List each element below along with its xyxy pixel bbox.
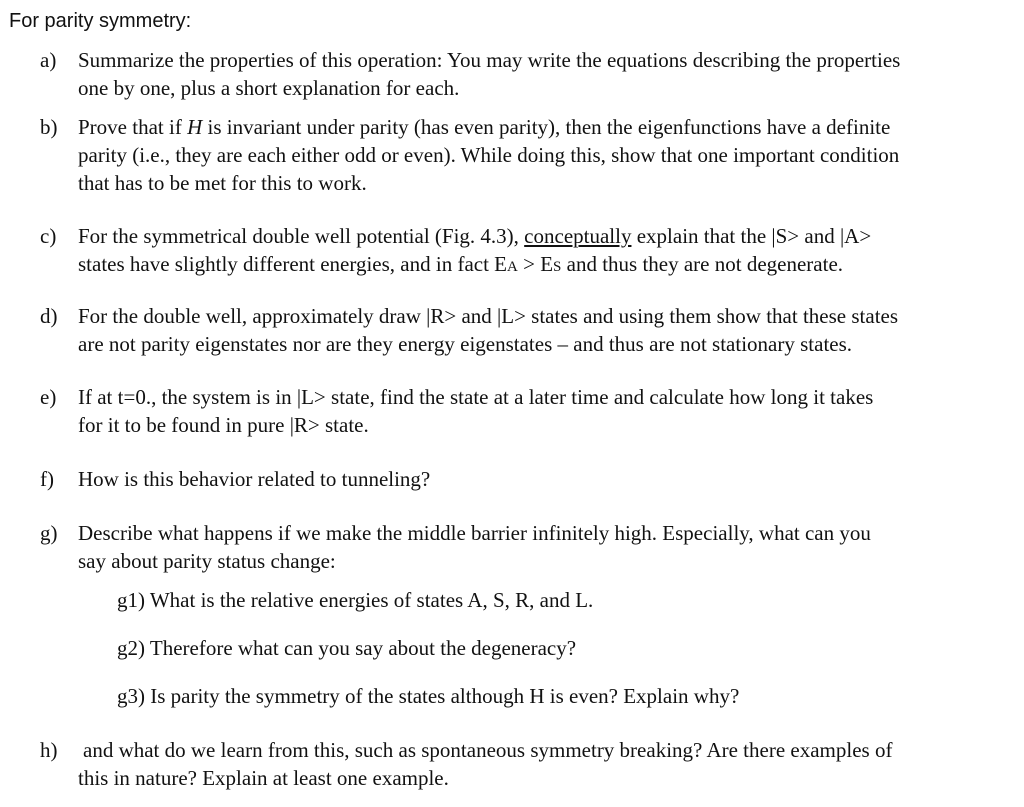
text-line: are not parity eigenstates nor are they energy eigenstates – and thus are not stationary states. (78, 332, 853, 356)
question-text (78, 383, 1015, 439)
question-text (78, 465, 1015, 493)
question-label: b) (40, 115, 58, 139)
question-text (78, 302, 1015, 358)
text-fragment: > E (517, 252, 554, 276)
text-line: Summarize the properties of this operation: You may write the equations describing the properties (78, 48, 901, 72)
text-line: one by one, plus a short explanation for each. (78, 76, 460, 100)
question-label: h) (40, 738, 58, 762)
question-text (78, 519, 1015, 575)
sub-question-g1: g1) What is the relative energies of states A, S, R, and L. (117, 588, 594, 612)
question-text (78, 46, 1015, 102)
text-fragment: explain that the |S> and |A> (631, 224, 872, 248)
text-line (78, 250, 1015, 281)
text-line: for it to be found in pure |R> state. (78, 413, 369, 437)
text-line (78, 222, 1015, 250)
text-line (78, 113, 1015, 141)
question-text (78, 113, 1015, 197)
subscript-s: S (553, 259, 562, 275)
sub-question-g3: g3) Is parity the symmetry of the states although H is even? Explain why? (117, 684, 740, 708)
text-line: For the double well, approximately draw |R> and |L> states and using them show that these states (78, 304, 899, 328)
text-line: Describe what happens if we make the middle barrier infinitely high. Especially, what can you (78, 521, 871, 545)
text-line: If at t=0., the system is in |L> state, find the state at a later time and calculate how long it takes (78, 385, 874, 409)
page-title: For parity symmetry: (9, 10, 192, 32)
text-line: that has to be met for this to work. (78, 171, 367, 195)
question-label: d) (40, 304, 58, 328)
text-line: How is this behavior related to tunneling? (78, 467, 431, 491)
text-fragment: Prove that if (78, 115, 188, 139)
question-text (78, 222, 1015, 281)
text-line: this in nature? Explain at least one example. (78, 766, 449, 790)
question-label: g) (40, 521, 58, 545)
text-line: parity (i.e., they are each either odd or even). While doing this, show that one important condition (78, 143, 900, 167)
subscript-a: A (507, 259, 518, 275)
question-text (78, 736, 1015, 792)
hamiltonian-symbol: H (187, 115, 203, 139)
question-label: a) (40, 48, 57, 72)
text-fragment: states have slightly different energies, and in fact E (78, 252, 508, 276)
text-fragment: For the symmetrical double well potential (Fig. 4.3), (78, 224, 525, 248)
text-line: and what do we learn from this, such as spontaneous symmetry breaking? Are there examples of (83, 738, 893, 762)
question-label: e) (40, 385, 57, 409)
text-line: say about parity status change: (78, 549, 336, 573)
question-label: c) (40, 224, 57, 248)
underlined-word: conceptually (524, 224, 632, 248)
question-label: f) (40, 467, 54, 491)
text-fragment: is invariant under parity (has even parity), then the eigenfunctions have a definite (202, 115, 891, 139)
text-fragment: and thus they are not degenerate. (561, 252, 844, 276)
sub-question-g2: g2) Therefore what can you say about the degeneracy? (117, 636, 577, 660)
